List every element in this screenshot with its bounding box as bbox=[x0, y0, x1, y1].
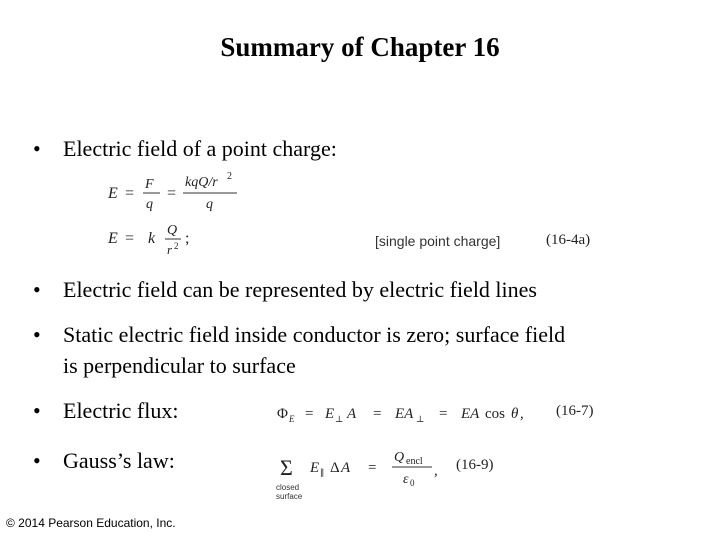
bullet-marker: • bbox=[33, 277, 41, 302]
equation-point-charge-field bbox=[105, 168, 265, 258]
page-title: Summary of Chapter 16 bbox=[220, 32, 500, 62]
bullet-text: Electric field can be represented by electric field lines bbox=[63, 277, 537, 302]
equation-electric-flux bbox=[275, 398, 545, 428]
eq-symbol: E bbox=[325, 406, 335, 422]
eq-symbol: ⊥ bbox=[335, 414, 344, 424]
eq-symbol: = bbox=[373, 406, 382, 422]
bullet-field-lines bbox=[33, 275, 537, 305]
bullet-point-charge bbox=[33, 134, 337, 164]
eq-symbol: = bbox=[125, 185, 135, 202]
eq-symbol: = bbox=[125, 230, 135, 247]
eq-symbol: r bbox=[167, 242, 173, 257]
eq-symbol: Q bbox=[167, 223, 178, 238]
bullet-gauss-law bbox=[33, 446, 175, 476]
eq-symbol: E bbox=[310, 460, 320, 476]
bullet-text: Electric field of a point charge: bbox=[63, 136, 337, 161]
eq-symbol: Q bbox=[394, 450, 405, 465]
eq-symbol: ε bbox=[403, 472, 409, 487]
eq-symbol: ∥ bbox=[320, 468, 325, 478]
eq-symbol: A bbox=[341, 460, 351, 476]
eq-symbol: EA bbox=[395, 406, 414, 422]
bullet-text: is perpendicular to surface bbox=[63, 353, 296, 378]
bullet-marker: • bbox=[33, 448, 41, 473]
eq-symbol: , bbox=[434, 463, 438, 479]
single-point-charge-note: [single point charge] bbox=[375, 233, 501, 249]
bullet-marker: • bbox=[33, 136, 41, 161]
bullet-text: Static electric field inside conductor is zero; surface field bbox=[63, 322, 566, 347]
eq-symbol: E bbox=[108, 185, 118, 202]
bullet-text: Electric flux: bbox=[63, 398, 179, 423]
eq-symbol: = bbox=[368, 460, 377, 476]
bullet-marker: • bbox=[33, 322, 41, 347]
eq-symbol: encl bbox=[406, 456, 423, 467]
eq-symbol: q bbox=[206, 197, 213, 212]
eq-symbol: A bbox=[347, 406, 357, 422]
equation-number: (16-4a) bbox=[546, 232, 591, 248]
eq-symbol: ; bbox=[185, 230, 190, 247]
eq-symbol: k bbox=[148, 230, 156, 247]
bullet-electric-flux bbox=[33, 396, 178, 426]
bullet-marker: • bbox=[33, 398, 41, 423]
closed-surface-label: closed surface bbox=[276, 483, 303, 501]
equation-number: (16-7) bbox=[556, 403, 594, 419]
eq-symbol: Σ bbox=[280, 455, 293, 480]
eq-symbol: , bbox=[520, 406, 524, 422]
eq-symbol: Δ bbox=[330, 460, 340, 476]
copyright-footer: © 2014 Pearson Education, Inc. bbox=[6, 516, 176, 530]
eq-symbol: = bbox=[439, 406, 448, 422]
bullet-conductor bbox=[33, 320, 565, 350]
eq-symbol: ⊥ bbox=[416, 414, 425, 424]
bullet-conductor-continued bbox=[33, 351, 296, 381]
eq-symbol: cos bbox=[485, 406, 505, 422]
eq-symbol: kqQ/r bbox=[185, 175, 218, 190]
eq-symbol: 2 bbox=[227, 171, 232, 182]
bullet-text: Gauss’s law: bbox=[63, 448, 175, 473]
eq-symbol: EA bbox=[461, 406, 480, 422]
eq-symbol: q bbox=[146, 197, 153, 212]
eq-symbol: 2 bbox=[174, 241, 179, 251]
equation-number: (16-9) bbox=[456, 457, 494, 473]
eq-symbol: 0 bbox=[410, 478, 415, 488]
eq-symbol: = bbox=[305, 406, 314, 422]
eq-symbol: E bbox=[108, 230, 118, 247]
eq-symbol: θ bbox=[511, 406, 519, 422]
eq-symbol: E bbox=[289, 414, 295, 424]
eq-symbol: F bbox=[145, 177, 154, 192]
eq-symbol: = bbox=[167, 185, 177, 202]
eq-symbol: Φ bbox=[277, 406, 288, 422]
